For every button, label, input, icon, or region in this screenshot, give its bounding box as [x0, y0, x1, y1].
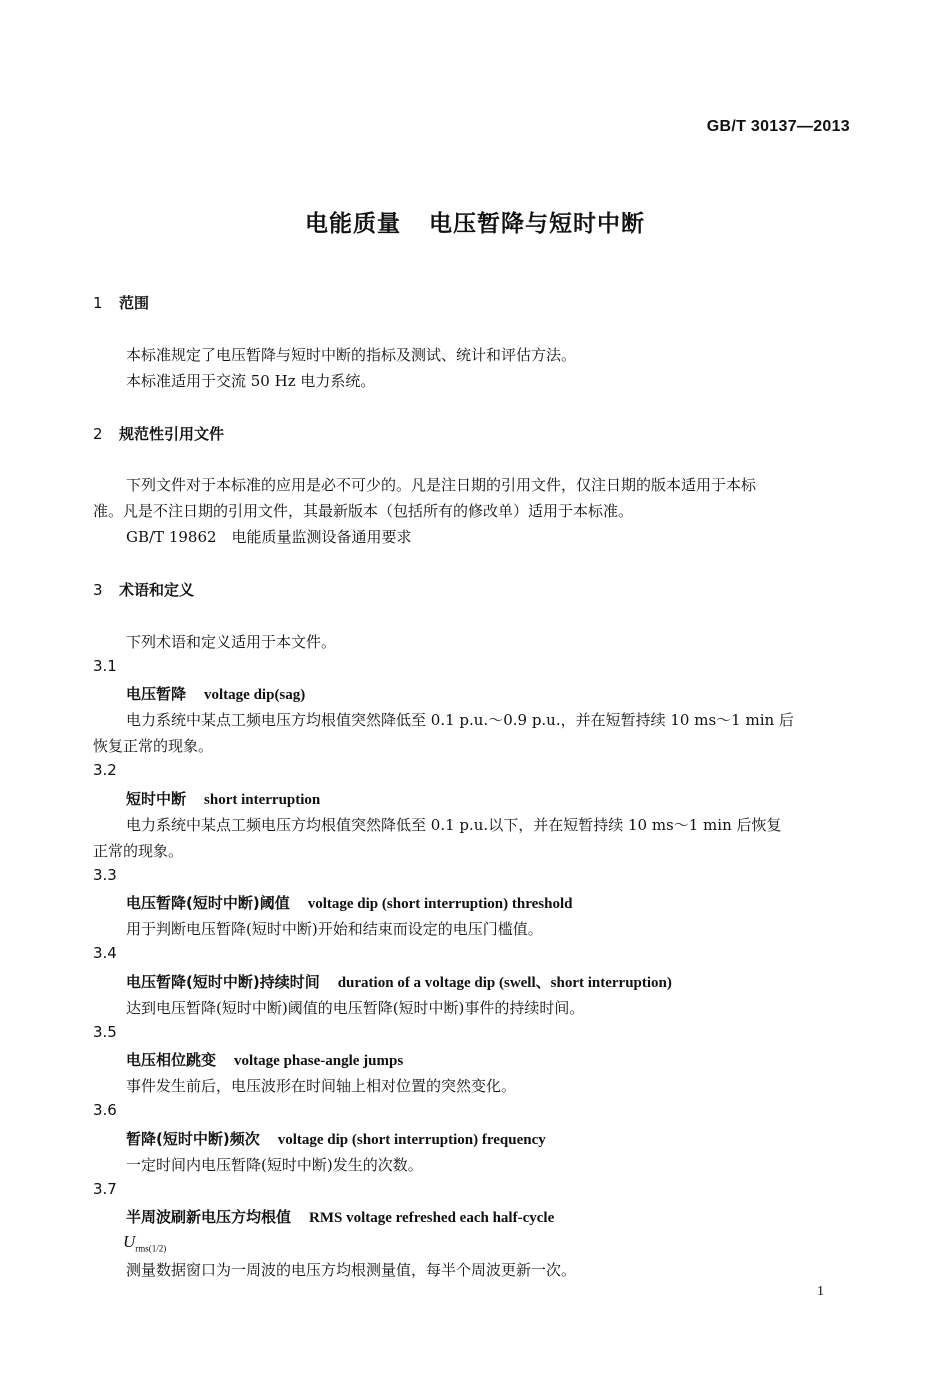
page-number: 1 — [817, 1284, 824, 1299]
normative-reference: GB/T 19862 电能质量监测设备通用要求 — [126, 528, 412, 546]
section-3-heading — [93, 579, 194, 600]
term-definition: 用于判断电压暂降(短时中断)开始和结束而设定的电压门槛值。 — [126, 920, 543, 938]
section-3-intro: 下列术语和定义适用于本文件。 — [126, 633, 337, 651]
section-2-heading — [93, 423, 224, 444]
term-en: voltage dip(sag) — [204, 687, 306, 703]
symbol-letter: U — [123, 1232, 136, 1251]
term-number: 3.4 — [93, 944, 117, 962]
section-number: 3 — [93, 581, 103, 599]
title-part-1: 电能质量 — [305, 211, 401, 237]
term-en: voltage phase-angle jumps — [234, 1053, 404, 1069]
term-symbol — [123, 1232, 166, 1253]
document-title — [0, 205, 950, 238]
term-zh: 电压暂降(短时中断)阈值 — [126, 894, 290, 912]
term-definition: 一定时间内电压暂降(短时中断)发生的次数。 — [126, 1156, 423, 1174]
term-en: voltage dip (short interruption) threshold — [307, 896, 573, 912]
term-heading — [126, 971, 672, 992]
section-title: 范围 — [119, 294, 150, 312]
term-definition-cont: 正常的现象。 — [93, 842, 184, 860]
term-number: 3.6 — [93, 1101, 117, 1119]
section-1-heading — [93, 292, 149, 313]
symbol-subscript: rms(1/2) — [135, 1243, 167, 1254]
term-definition: 测量数据窗口为一周波的电压方均根测量值，每半个周波更新一次。 — [126, 1261, 577, 1279]
term-en: short interruption — [204, 792, 321, 808]
term-number: 3.3 — [93, 866, 117, 884]
term-heading — [126, 1128, 546, 1149]
section-2-paragraph-line: 下列文件对于本标准的应用是必不可少的。凡是注日期的引用文件，仅注日期的版本适用于本标 — [126, 476, 757, 494]
term-number: 3.5 — [93, 1023, 117, 1041]
term-heading — [126, 788, 320, 809]
term-heading — [126, 1049, 403, 1070]
term-number: 3.2 — [93, 761, 117, 779]
term-heading — [126, 892, 572, 913]
term-number: 3.1 — [93, 657, 117, 675]
term-definition-cont: 恢复正常的现象。 — [93, 737, 214, 755]
section-1-paragraph: 本标准规定了电压暂降与短时中断的指标及测试、统计和评估方法。 — [126, 346, 577, 364]
term-definition: 电力系统中某点工频电压方均根值突然降低至 0.1 p.u.以下，并在短暂持续 10 ms～1 min 后恢复 — [126, 816, 782, 834]
term-number: 3.7 — [93, 1180, 117, 1198]
term-zh: 暂降(短时中断)频次 — [126, 1130, 260, 1148]
term-zh: 半周波刷新电压方均根值 — [126, 1208, 292, 1226]
term-definition: 达到电压暂降(短时中断)阈值的电压暂降(短时中断)事件的持续时间。 — [126, 999, 585, 1017]
term-en: RMS voltage refreshed each half-cycle — [309, 1210, 555, 1226]
term-en: duration of a voltage dip (swell、short interruption) — [337, 975, 672, 991]
section-2-paragraph-line: 准。凡是不注日期的引用文件，其最新版本（包括所有的修改单）适用于本标准。 — [93, 502, 634, 520]
section-number: 2 — [93, 425, 103, 443]
section-1-paragraph: 本标准适用于交流 50 Hz 电力系统。 — [126, 372, 376, 390]
title-part-2: 电压暂降与短时中断 — [429, 211, 645, 237]
term-definition: 电力系统中某点工频电压方均根值突然降低至 0.1 p.u.～0.9 p.u.，并在短暂持续 10 ms～1 min 后 — [126, 711, 794, 729]
term-en: voltage dip (short interruption) frequency — [277, 1132, 546, 1148]
term-heading — [126, 683, 305, 704]
term-definition: 事件发生前后，电压波形在时间轴上相对位置的突然变化。 — [126, 1077, 517, 1095]
term-zh: 电压相位跳变 — [126, 1051, 217, 1069]
section-number: 1 — [93, 294, 103, 312]
term-zh: 电压暂降 — [126, 685, 187, 703]
term-zh: 短时中断 — [126, 790, 187, 808]
term-heading — [126, 1206, 554, 1227]
section-title: 术语和定义 — [119, 581, 195, 599]
standard-code: GB/T 30137—2013 — [706, 118, 850, 135]
section-title: 规范性引用文件 — [119, 425, 225, 443]
term-zh: 电压暂降(短时中断)持续时间 — [126, 973, 320, 991]
